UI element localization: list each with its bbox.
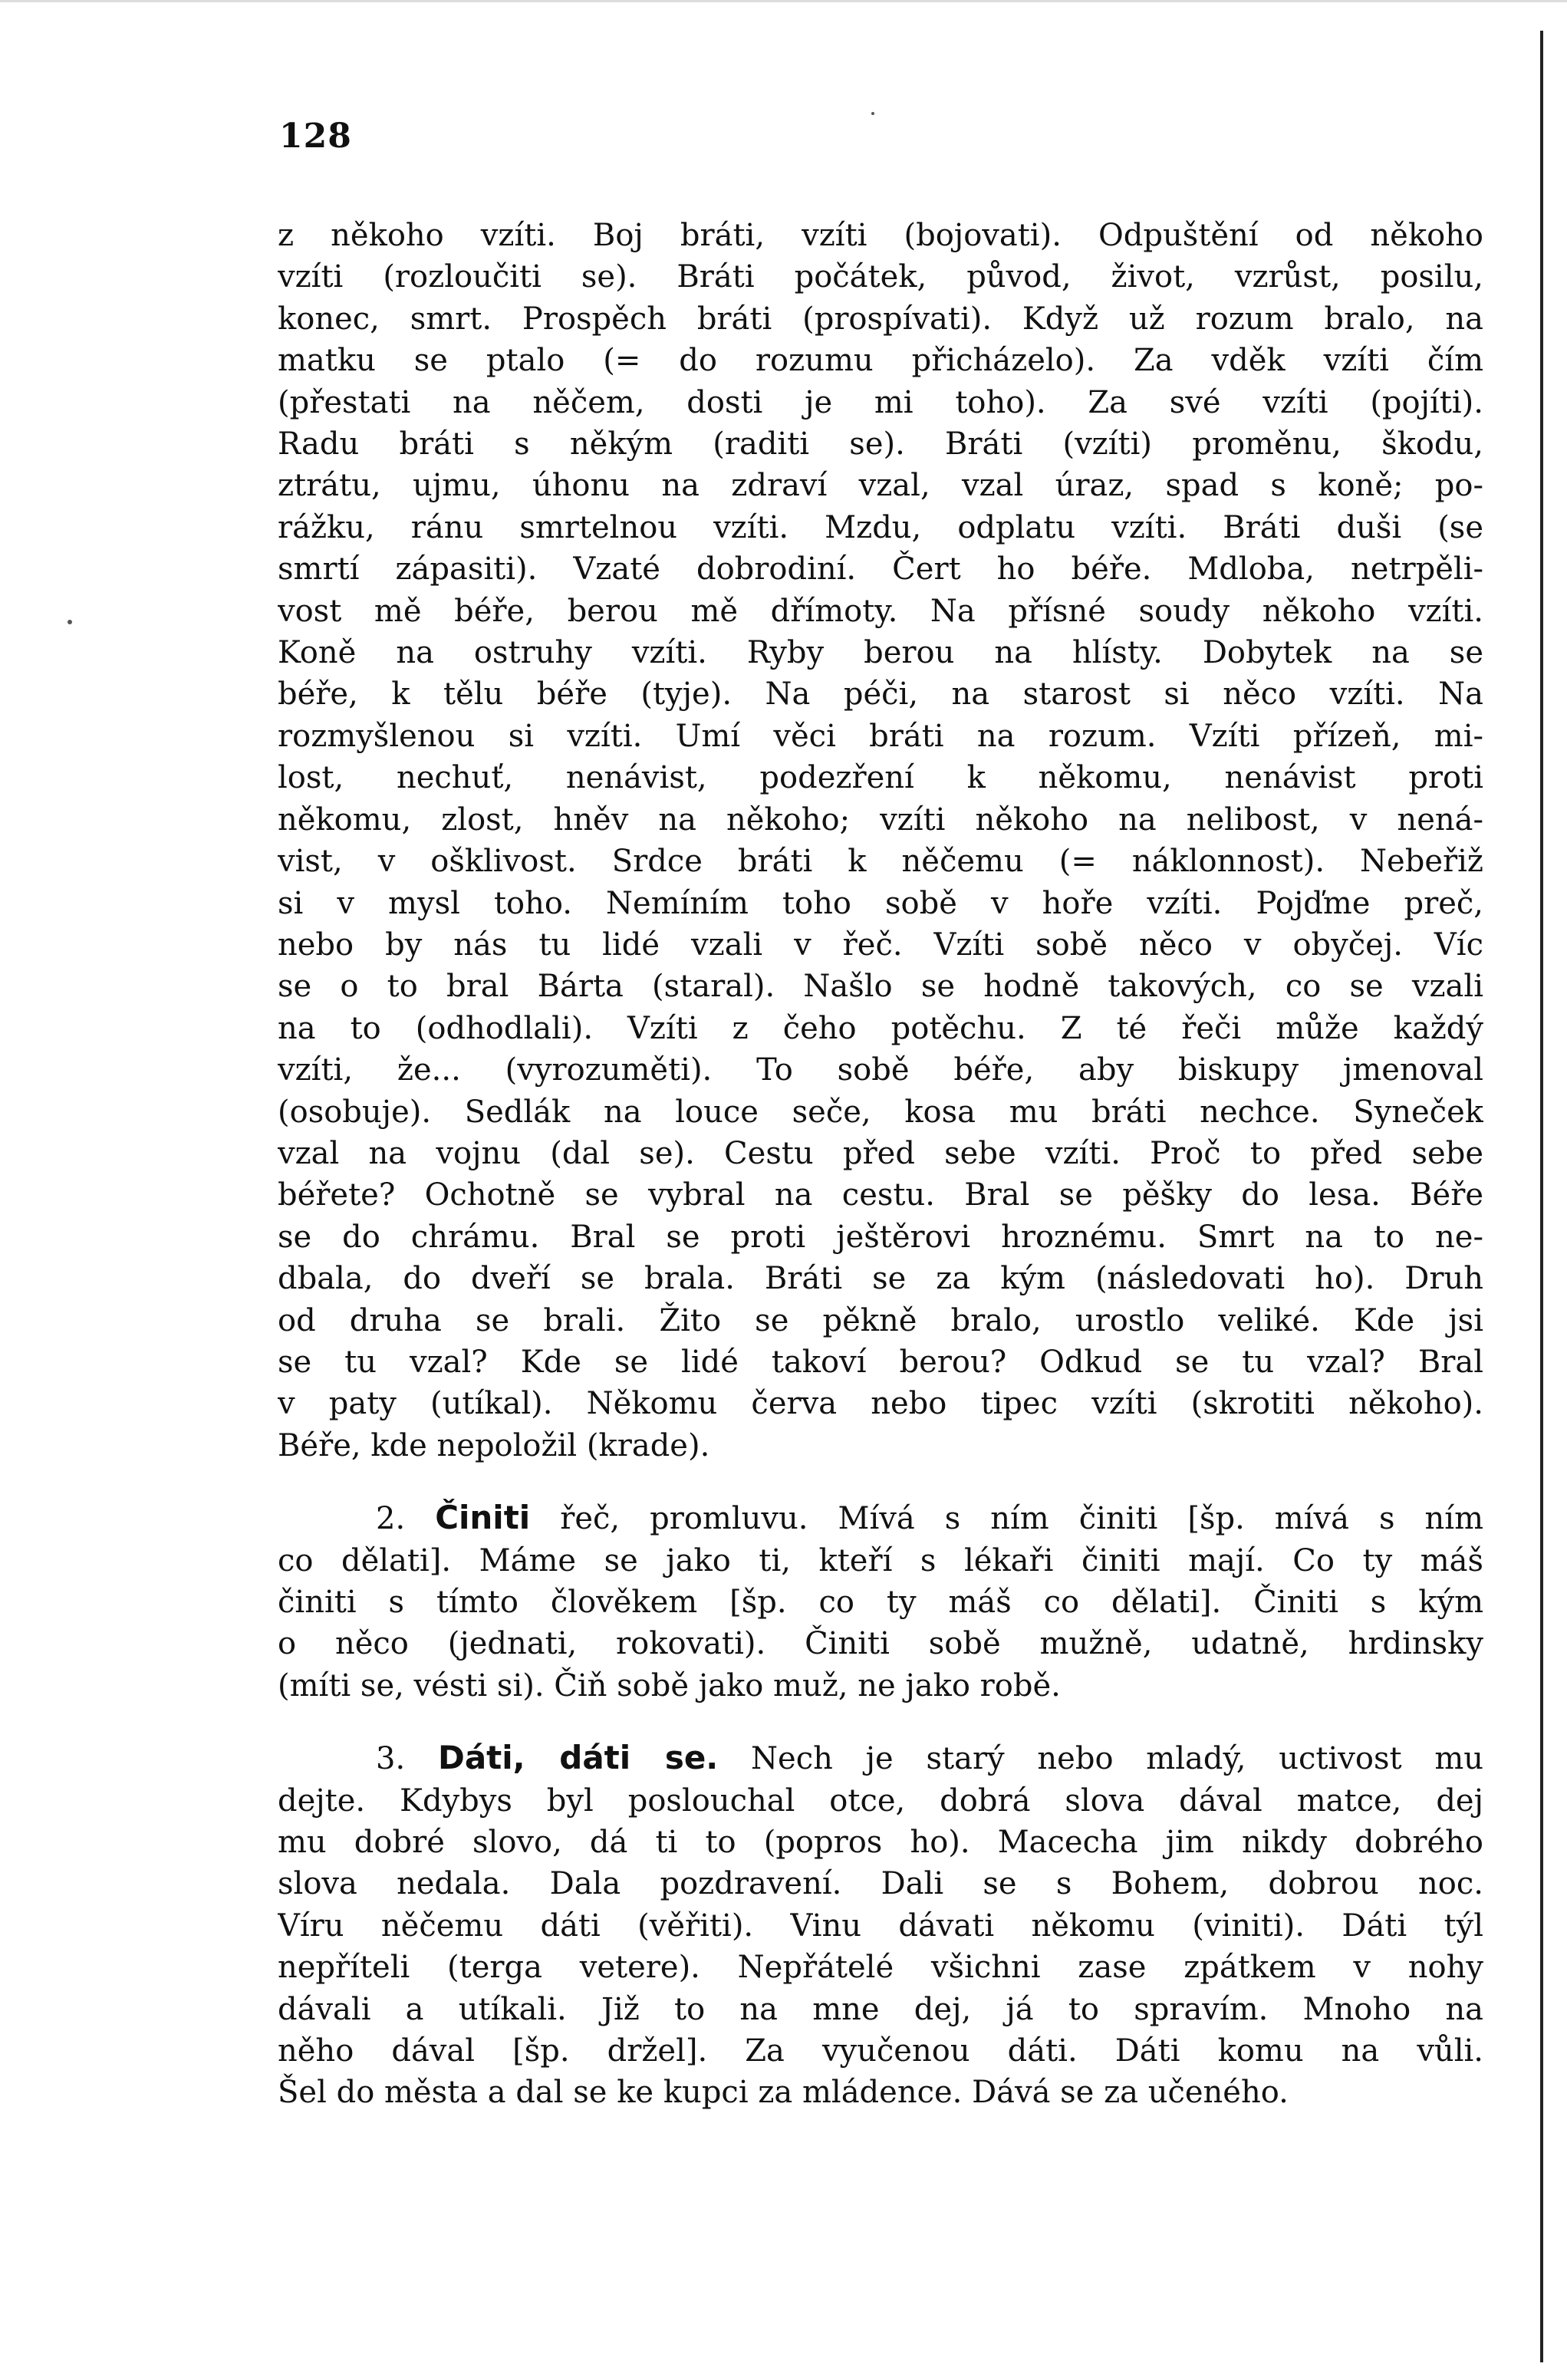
text-line: (přestati na něčem, dosti je mi toho). Za své vzíti (pojíti). <box>278 384 1483 420</box>
entry-first-line <box>278 1497 1483 1539</box>
text-line: se tu vzal? Kde se lidé takoví berou? Odkud se tu vzal? Bral <box>278 1344 1483 1380</box>
entry-first-line-text: Nech je starý nebo mladý, uctivost mu <box>751 1741 1483 1777</box>
text-line: ztrátu, ujmu, úhonu na zdraví vzal, vzal úraz, spad s koně; po- <box>278 468 1483 504</box>
page-number: 128 <box>279 117 352 156</box>
page-body <box>278 215 1483 2114</box>
text-line: (osobuje). Sedlák na louce seče, kosa mu bráti nechce. Syneček <box>278 1094 1483 1130</box>
text-line: vzíti, že... (vyrozuměti). To sobě béře, aby biskupy jmenoval <box>278 1052 1483 1088</box>
text-line: co dělati]. Máme se jako ti, kteří s lékaři činiti mají. Co ty máš <box>278 1542 1483 1578</box>
scan-speck <box>871 112 874 115</box>
text-line: Víru něčemu dáti (věřiti). Vinu dávati někomu (viniti). Dáti týl <box>278 1908 1483 1944</box>
scan-top-edge <box>0 0 1567 2</box>
paragraph-2 <box>278 1497 1483 1707</box>
entry-headword: Činiti <box>435 1499 531 1537</box>
text-line: něho dával [šp. držel]. Za vyučenou dáti. Dáti komu na vůli. <box>278 2033 1483 2069</box>
text-line: se do chrámu. Bral se proti ještěrovi hroznému. Smrt na to ne- <box>278 1219 1483 1255</box>
text-line: vzal na vojnu (dal se). Cestu před sebe vzíti. Proč to před sebe <box>278 1135 1483 1171</box>
text-line: vist, v ošklivost. Srdce bráti k něčemu (= náklonnost). Nebeřiž <box>278 844 1483 880</box>
text-line: mu dobré slovo, dá ti to (popros ho). Macecha jim nikdy dobrého <box>278 1825 1483 1861</box>
text-line: Šel do města a dal se ke kupci za mládence. Dává se za učeného. <box>278 2075 1289 2111</box>
entry-headword: Dáti, dáti se. <box>437 1739 719 1777</box>
text-line: rozmyšlenou si vzíti. Umí věci bráti na rozum. Vzíti přízeň, mi- <box>278 718 1483 754</box>
text-line: někomu, zlost, hněv na někoho; vzíti někoho na nelibost, v nená- <box>278 802 1483 838</box>
scan-right-edge <box>1540 31 1543 2362</box>
paragraph-3 <box>278 1737 1483 2114</box>
text-line: dbala, do dveří se brala. Bráti se za kým (následovati ho). Druh <box>278 1261 1483 1297</box>
text-line: Béře, kde nepoložil (krade). <box>278 1427 710 1463</box>
text-line: Koně na ostruhy vzíti. Ryby berou na hlísty. Dobytek na se <box>278 635 1483 671</box>
text-line: od druha se brali. Žito se pěkně bralo, urostlo veliké. Kde jsi <box>278 1302 1483 1338</box>
text-line: dejte. Kdybys byl poslouchal otce, dobrá slova dával matce, dej <box>278 1783 1483 1819</box>
text-line: Radu bráti s někým (raditi se). Bráti (vzíti) proměnu, škodu, <box>278 426 1483 463</box>
text-line: lost, nechuť, nenávist, podezření k někomu, nenávist proti <box>278 760 1483 796</box>
text-line: o něco (jednati, rokovati). Činiti sobě mužně, udatně, hrdinsky <box>278 1626 1483 1662</box>
text-line: si v mysl toho. Nemíním toho sobě v hoře vzíti. Pojďme preč, <box>278 885 1483 921</box>
text-line: rážku, ránu smrtelnou vzíti. Mzdu, odplatu vzíti. Bráti duši (se <box>278 509 1483 545</box>
entry-first-line-text: řeč, promluvu. Mívá s ním činiti [šp. mívá s ním <box>560 1501 1483 1537</box>
text-line: na to (odhodlali). Vzíti z čeho potěchu. Z té řeči může každý <box>278 1010 1483 1046</box>
text-line: smrtí zápasiti). Vzaté dobrodiní. Čert ho béře. Mdloba, netrpěli- <box>278 551 1483 588</box>
scan-speck <box>67 620 72 624</box>
paragraph-1 <box>278 215 1483 1467</box>
text-line: z někoho vzíti. Boj bráti, vzíti (bojovati). Odpuštění od někoho <box>278 218 1483 253</box>
text-line: béřete? Ochotně se vybral na cestu. Bral se pěšky do lesa. Béře <box>278 1177 1483 1213</box>
text-line: nepříteli (terga vetere). Nepřátelé všichni zase zpátkem v nohy <box>278 1950 1483 1986</box>
text-line: slova nedala. Dala pozdravení. Dali se s Bohem, dobrou noc. <box>278 1866 1483 1902</box>
text-line: (míti se, vésti si). Čiň sobě jako muž, ne jako robě. <box>278 1667 1061 1704</box>
text-line: činiti s tímto člověkem [šp. co ty máš co dělati]. Činiti s kým <box>278 1585 1483 1620</box>
entry-number: 3. <box>376 1741 406 1777</box>
text-line: dávali a utíkali. Již to na mne dej, já to spravím. Mnoho na <box>278 1991 1483 2027</box>
text-line: konec, smrt. Prospěch bráti (prospívati). Když už rozum bralo, na <box>278 301 1483 337</box>
text-line: vost mě béře, berou mě dřímoty. Na přísné soudy někoho vzíti. <box>278 593 1483 629</box>
text-line: v paty (utíkal). Někomu červa nebo tipec vzíti (skrotiti někoho). <box>278 1386 1483 1422</box>
text-line: matku se ptalo (= do rozumu přicházelo). Za vděk vzíti čím <box>278 343 1483 379</box>
text-line: vzíti (rozloučiti se). Bráti počátek, původ, život, vzrůst, posilu, <box>278 259 1483 295</box>
text-line: béře, k tělu béře (tyje). Na péči, na starost si něco vzíti. Na <box>278 676 1483 713</box>
entry-first-line <box>278 1737 1483 1779</box>
entry-number: 2. <box>376 1501 406 1537</box>
text-line: se o to bral Bárta (staral). Našlo se hodně takových, co se vzali <box>278 969 1483 1005</box>
text-line: nebo by nás tu lidé vzali v řeč. Vzíti sobě něco v obyčej. Víc <box>278 927 1483 963</box>
